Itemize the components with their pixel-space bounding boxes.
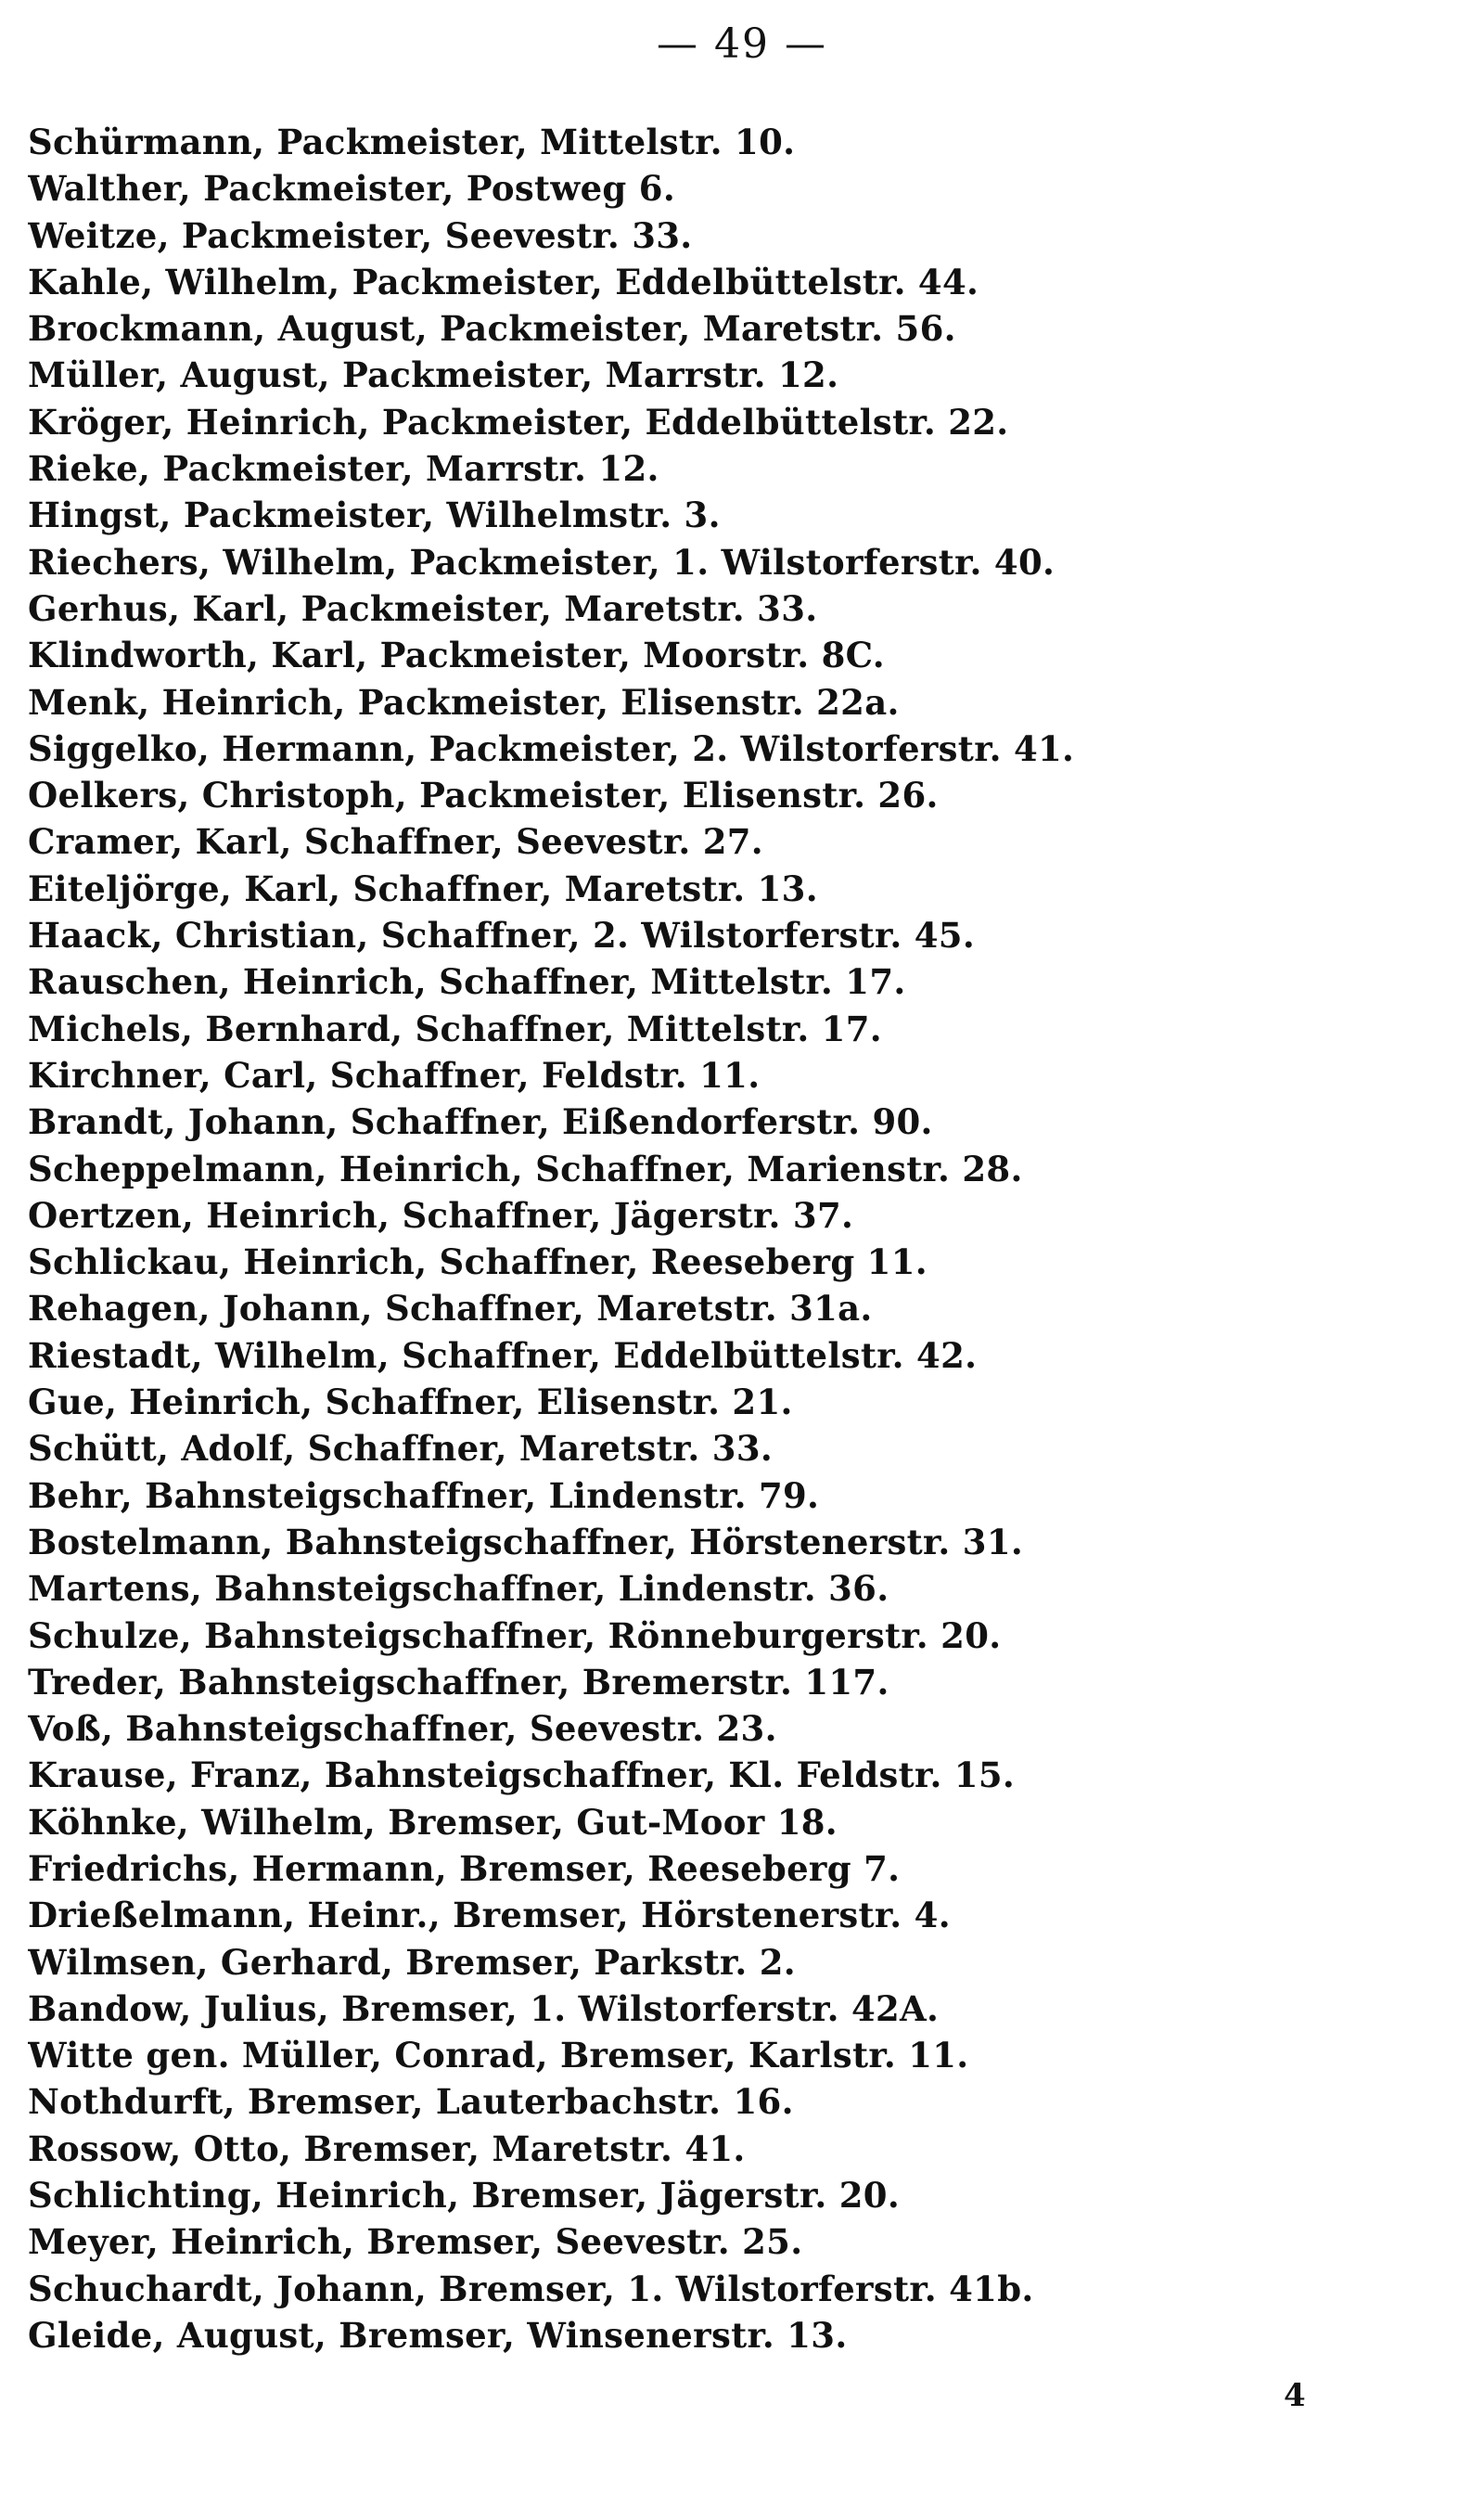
list-item: Bandow, Julius, Bremser, 1. Wilstorferstr. 42A.	[28, 1987, 940, 2029]
list-item: Menk, Heinrich, Packmeister, Elisenstr. 22a.	[28, 681, 900, 723]
list-item: Rehagen, Johann, Schaffner, Maretstr. 31a.	[28, 1288, 873, 1330]
list-item: Krause, Franz, Bahnsteigschaffner, Kl. Feldstr. 15.	[28, 1754, 1016, 1796]
list-item: Friedrichs, Hermann, Bremser, Reeseberg 7.	[28, 1847, 901, 1889]
list-item: Köhnke, Wilhelm, Bremser, Gut-Moor 18.	[28, 1801, 838, 1843]
list-item: Cramer, Karl, Schaffner, Seevestr. 27.	[28, 821, 763, 863]
list-item: Rauschen, Heinrich, Schaffner, Mittelstr. 17.	[28, 961, 906, 1003]
list-item: Behr, Bahnsteigschaffner, Lindenstr. 79.	[28, 1474, 820, 1516]
list-item: Riestadt, Wilhelm, Schaffner, Eddelbüttelstr. 42.	[28, 1334, 978, 1376]
list-item: Wilmsen, Gerhard, Bremser, Parkstr. 2.	[28, 1941, 796, 1983]
list-item: Kahle, Wilhelm, Packmeister, Eddelbüttelstr. 44.	[28, 261, 979, 302]
list-item: Gerhus, Karl, Packmeister, Maretstr. 33.	[28, 587, 818, 629]
list-item: Riechers, Wilhelm, Packmeister, 1. Wilstorferstr. 40.	[28, 541, 1055, 583]
list-item: Müller, August, Packmeister, Marrstr. 12.	[28, 354, 839, 396]
list-item: Siggelko, Hermann, Packmeister, 2. Wilstorferstr. 41.	[28, 727, 1075, 769]
list-item: Schlickau, Heinrich, Schaffner, Reeseberg 11.	[28, 1241, 928, 1283]
list-item: Klindworth, Karl, Packmeister, Moorstr. 8C.	[28, 635, 885, 676]
list-item: Schuchardt, Johann, Bremser, 1. Wilstorferstr. 41b.	[28, 2268, 1034, 2309]
list-item: Brockmann, August, Packmeister, Maretstr. 56.	[28, 308, 956, 350]
list-item: Meyer, Heinrich, Bremser, Seevestr. 25.	[28, 2221, 803, 2263]
list-item: Schürmann, Packmeister, Mittelstr. 10.	[28, 122, 796, 162]
list-item: Gleide, August, Bremser, Winsenerstr. 13.	[28, 2314, 848, 2356]
list-item: Walther, Packmeister, Postweg 6.	[28, 168, 676, 210]
list-item: Schlichting, Heinrich, Bremser, Jägerstr. 20.	[28, 2175, 900, 2217]
list-item: Michels, Bernhard, Schaffner, Mittelstr. 17.	[28, 1008, 882, 1049]
list-item: Eiteljörge, Karl, Schaffner, Maretstr. 13.	[28, 868, 818, 909]
list-item: Drießelmann, Heinr., Bremser, Hörstenerstr. 4.	[28, 1895, 951, 1936]
list-item: Treder, Bahnsteigschaffner, Bremerstr. 117.	[28, 1661, 889, 1703]
list-item: Brandt, Johann, Schaffner, Eißendorferstr. 90.	[28, 1101, 933, 1143]
list-item: Bostelmann, Bahnsteigschaffner, Hörstenerstr. 31.	[28, 1521, 1024, 1562]
list-item: Schulze, Bahnsteigschaffner, Rönneburgerstr. 20.	[28, 1614, 1002, 1656]
list-item: Haack, Christian, Schaffner, 2. Wilstorferstr. 45.	[28, 915, 976, 957]
list-item: Weitze, Packmeister, Seevestr. 33.	[28, 214, 693, 256]
list-item: Scheppelmann, Heinrich, Schaffner, Marienstr. 28.	[28, 1148, 1023, 1189]
list-item: Kirchner, Carl, Schaffner, Feldstr. 11.	[28, 1054, 761, 1096]
list-item: Rieke, Packmeister, Marrstr. 12.	[28, 448, 659, 490]
list-item: Oelkers, Christoph, Packmeister, Elisenstr. 26.	[28, 775, 939, 816]
list-item: Rossow, Otto, Bremser, Maretstr. 41.	[28, 2127, 746, 2169]
sheet-signature: 4	[1284, 2377, 1306, 2414]
list-item: Oertzen, Heinrich, Schaffner, Jägerstr. 37.	[28, 1194, 854, 1236]
page-number: — 49 —	[657, 20, 827, 68]
list-item: Schütt, Adolf, Schaffner, Maretstr. 33.	[28, 1428, 774, 1470]
list-item: Gue, Heinrich, Schaffner, Elisenstr. 21.	[28, 1382, 793, 1423]
list-item: Nothdurft, Bremser, Lauterbachstr. 16.	[28, 2081, 794, 2123]
list-item: Witte gen. Müller, Conrad, Bremser, Karlstr. 11.	[28, 2035, 969, 2076]
list-item: Martens, Bahnsteigschaffner, Lindenstr. 36.	[28, 1568, 889, 1610]
directory-list	[28, 119, 1438, 2358]
list-item: Kröger, Heinrich, Packmeister, Eddelbüttelstr. 22.	[28, 401, 1009, 443]
list-item: Hingst, Packmeister, Wilhelmstr. 3.	[28, 495, 721, 536]
list-item: Voß, Bahnsteigschaffner, Seevestr. 23.	[28, 1708, 777, 1750]
